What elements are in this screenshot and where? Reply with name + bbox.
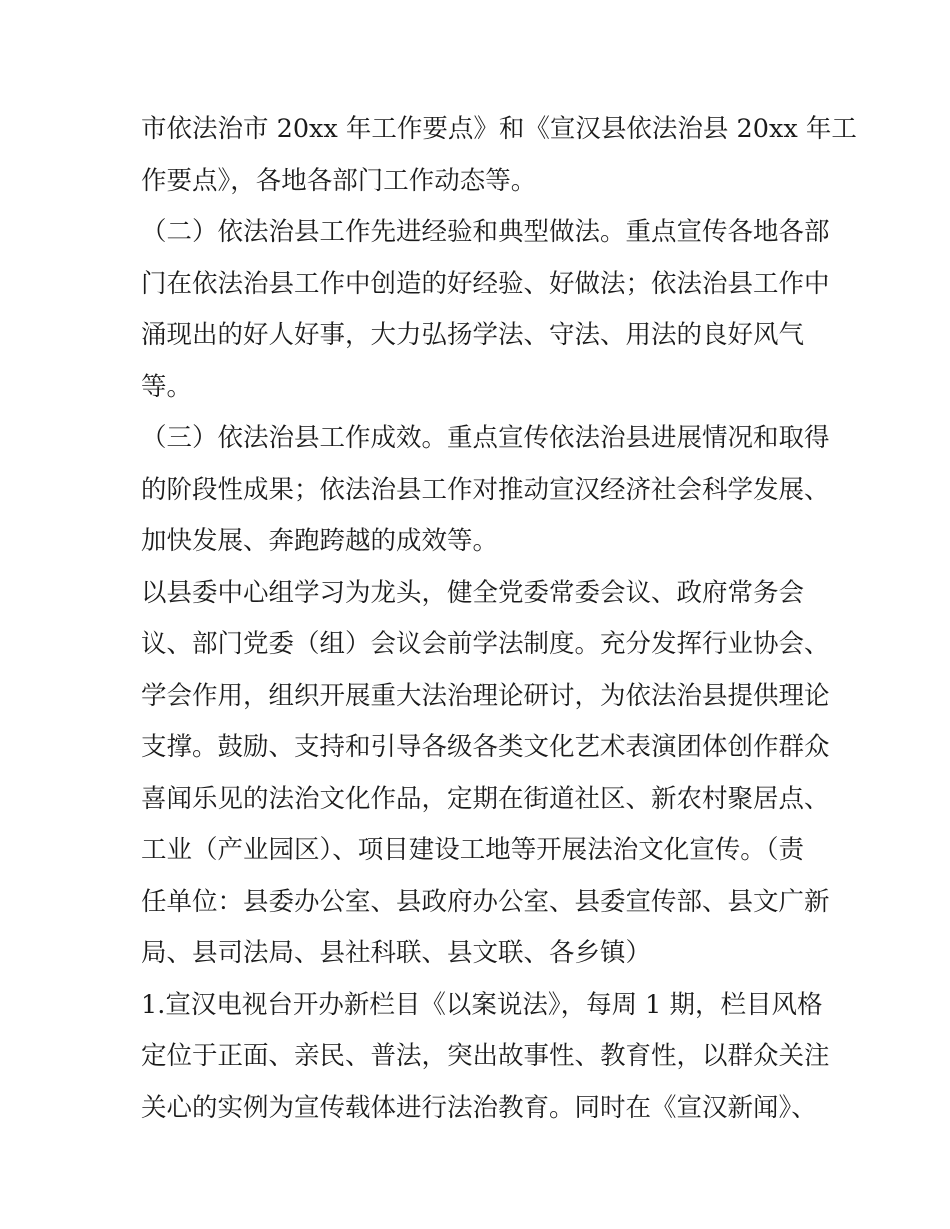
text-line: （三）依法治县工作成效。重点宣传依法治县进展情况和取得 xyxy=(141,423,830,453)
text-line: 工业（产业园区）、项目建设工地等开展法治文化宣传。（责 xyxy=(141,835,805,865)
text-line: 关心的实例为宣传载体进行法治教育。同时在《宣汉新闻》、 xyxy=(141,1092,817,1123)
text-line: 加快发展、奔跑跨越的成效等。 xyxy=(141,526,499,556)
text-line: （二）依法治县工作先进经验和典型做法。重点宣传各地各部 xyxy=(141,217,830,247)
paragraph-section-two xyxy=(141,207,830,413)
text-line: 任单位：县委办公室、县政府办公室、县委宣传部、县文广新 xyxy=(141,886,830,917)
text-line: 的阶段性成果；依法治县工作对推动宣汉经济社会科学发展、 xyxy=(141,474,830,505)
paragraph-study-system xyxy=(141,568,830,980)
text-line: 门在依法治县工作中创造的好经验、好做法；依法治县工作中 xyxy=(141,268,830,299)
paragraph-section-three xyxy=(141,413,830,568)
text-line: 喜闻乐见的法治文化作品，定期在街道社区、新农村聚居点、 xyxy=(141,783,830,814)
text-line: 定位于正面、亲民、普法，突出故事性、教育性，以群众关注 xyxy=(141,1041,830,1071)
paragraph-work-points-continued xyxy=(141,104,857,207)
text-line: 学会作用，组织开展重大法治理论研讨，为依法治县提供理论 xyxy=(141,680,830,711)
text-line: 1.宣汉电视台开办新栏目《以案说法》，每周 1 期，栏目风格 xyxy=(141,989,823,1020)
paragraph-item-one-tv-column xyxy=(141,980,830,1135)
text-line: 支撑。鼓励、支持和引导各级各类文化艺术表演团体创作群众 xyxy=(141,732,830,762)
document-body xyxy=(141,104,857,1134)
text-line: 涌现出的好人好事，大力弘扬学法、守法、用法的良好风气 xyxy=(141,320,805,350)
text-line: 议、部门党委（组）会议会前学法制度。充分发挥行业协会、 xyxy=(141,629,830,659)
text-line: 市依法治市 20xx 年工作要点》和《宣汉县依法治县 20xx 年工 xyxy=(141,114,857,144)
text-line: 局、县司法局、县社科联、县文联、各乡镇） xyxy=(141,938,652,968)
text-line: 作要点》，各地各部门工作动态等。 xyxy=(141,165,537,196)
text-line: 以县委中心组学习为龙头，健全党委常委会议、政府常务会 xyxy=(141,577,805,608)
text-line: 等。 xyxy=(141,371,193,402)
